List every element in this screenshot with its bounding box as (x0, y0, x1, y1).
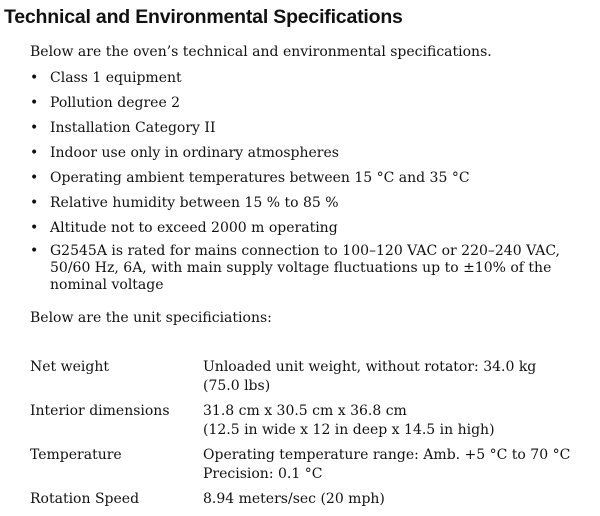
list-item (30, 68, 592, 89)
list-item-text: Operating ambient temperatures between 15 °C and 35 °C (50, 170, 470, 186)
spec-label: Rotation Speed (30, 491, 140, 507)
bullet-icon: • (30, 95, 39, 111)
list-item (30, 118, 592, 139)
list-item (30, 218, 592, 239)
spec-value-line: Precision: 0.1 °C (203, 466, 323, 482)
spec-value-line: Unloaded unit weight, without rotator: 34.0 kg (203, 359, 537, 375)
spec-value (203, 402, 595, 446)
table-row (30, 490, 595, 515)
table-row (30, 446, 595, 490)
spec-value (203, 490, 595, 515)
spec-value-line: 8.94 meters/sec (20 mph) (203, 491, 385, 507)
list-item-text: Class 1 equipment (50, 70, 182, 86)
spec-value-line: (12.5 in wide x 12 in deep x 14.5 in high) (203, 422, 495, 438)
list-item-text: Pollution degree 2 (50, 95, 181, 111)
spec-label: Net weight (30, 359, 109, 375)
list-item-text: Indoor use only in ordinary atmospheres (50, 145, 339, 161)
bullet-icon: • (30, 243, 39, 259)
spec-value-line: Operating temperature range: Amb. +5 °C to 70 °C (203, 447, 571, 463)
page-title: Technical and Environmental Specifications (4, 6, 403, 28)
spec-value (203, 446, 595, 490)
table-row (30, 402, 595, 446)
environmental-spec-list (30, 68, 592, 298)
spec-label: Temperature (30, 447, 122, 463)
bullet-icon: • (30, 120, 39, 136)
list-item-text: G2545A is rated for mains connection to 100–120 VAC or 220–240 VAC, 50/60 Hz, 6A, with main supply voltage fluctuations up to ±10% of the nominal voltage (50, 243, 561, 293)
bullet-icon: • (30, 195, 39, 211)
spec-value-line: (75.0 lbs) (203, 378, 271, 394)
list-item-text: Altitude not to exceed 2000 m operating (50, 220, 338, 236)
list-item (30, 93, 592, 114)
list-item (30, 168, 592, 189)
spec-label: Interior dimensions (30, 403, 170, 419)
bullet-icon: • (30, 220, 39, 236)
unit-spec-table (30, 358, 595, 515)
list-item (30, 193, 592, 214)
bullet-icon: • (30, 145, 39, 161)
list-item (30, 243, 592, 294)
intro-paragraph: Below are the oven’s technical and environmental specifications. (30, 44, 492, 60)
bullet-icon: • (30, 170, 39, 186)
spec-value-line: 31.8 cm x 30.5 cm x 36.8 cm (203, 403, 407, 419)
unit-spec-intro: Below are the unit specificiations: (30, 310, 272, 326)
list-item (30, 143, 592, 164)
table-row (30, 358, 595, 402)
bullet-icon: • (30, 70, 39, 86)
list-item-text: Relative humidity between 15 % to 85 % (50, 195, 339, 211)
list-item-text: Installation Category II (50, 120, 216, 136)
spec-value (203, 358, 595, 402)
